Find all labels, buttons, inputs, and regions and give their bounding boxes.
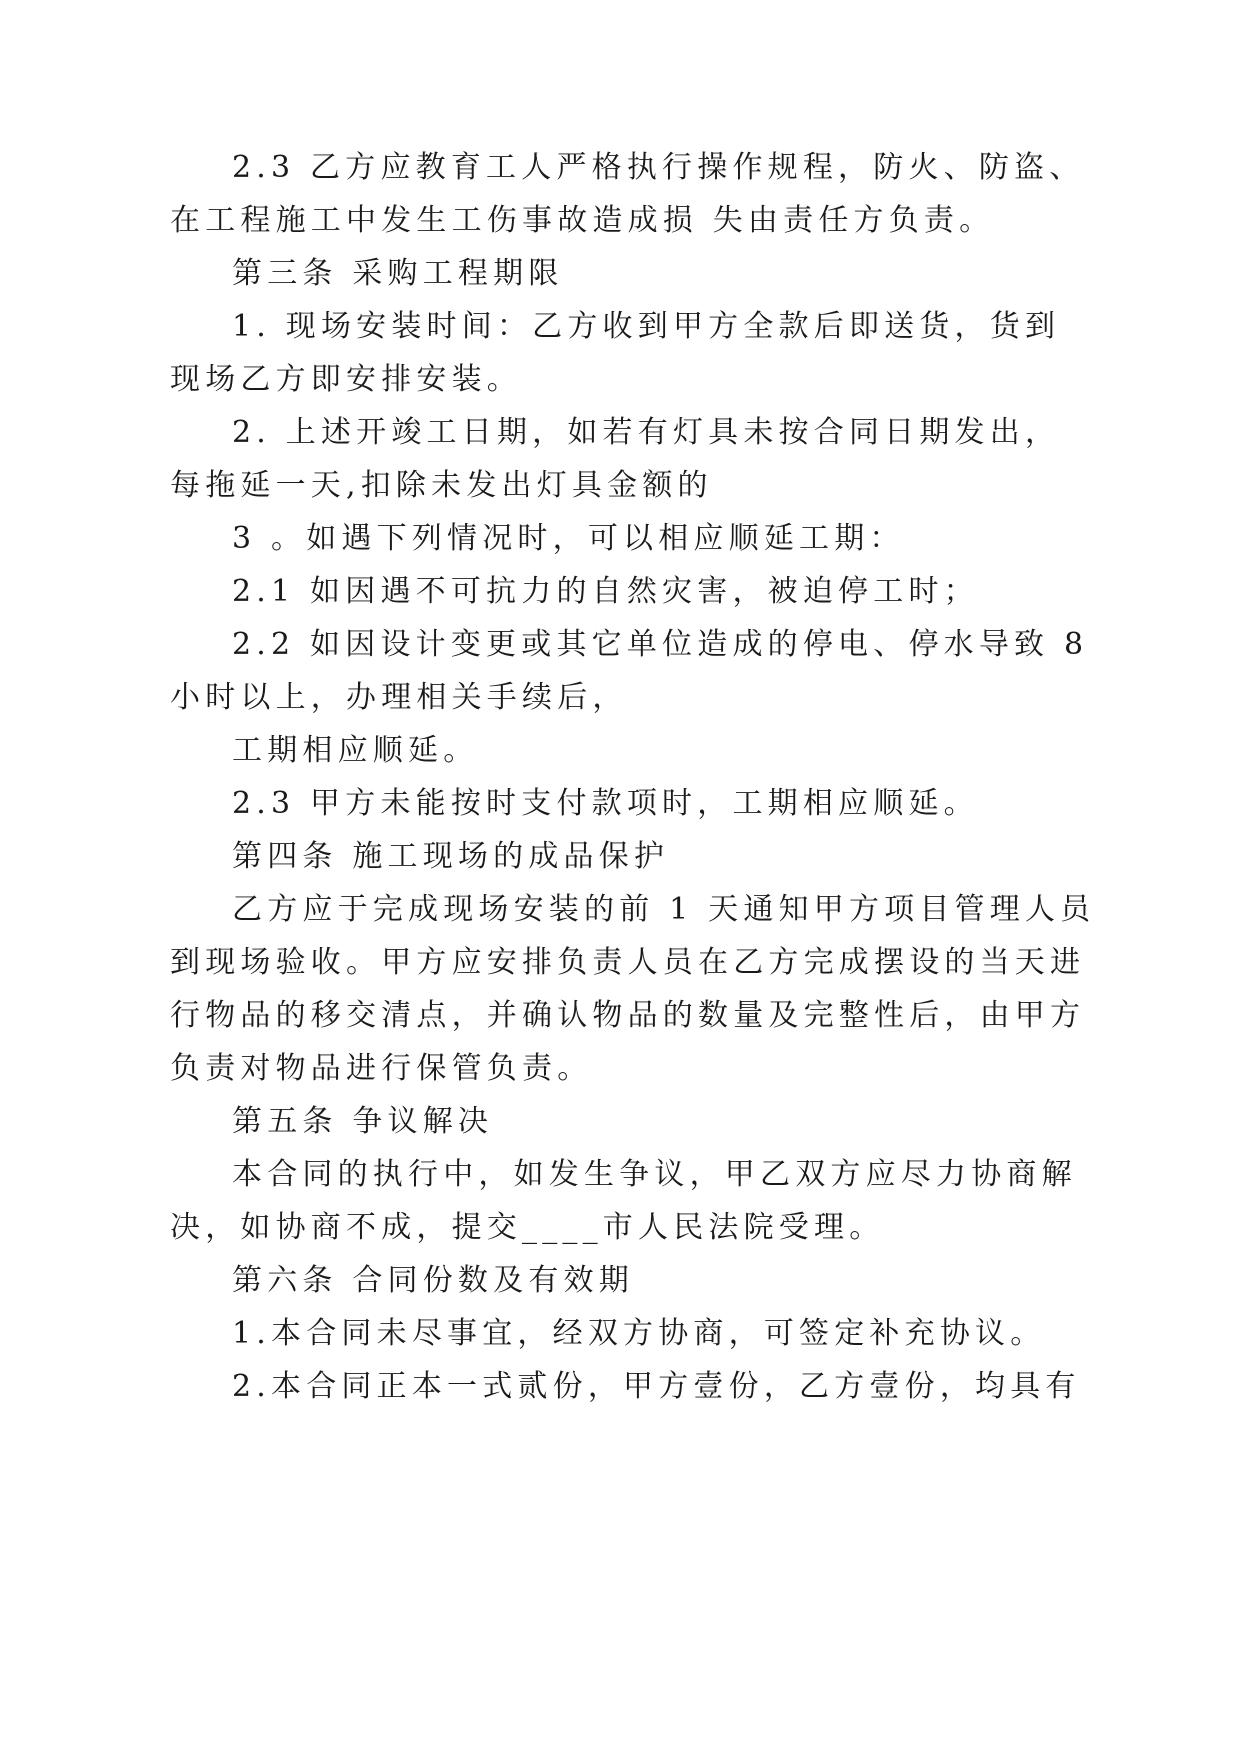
text-line: 到现场验收。甲方应安排负责人员在乙方完成摆设的当天进 [170, 945, 1086, 980]
text-line: 行物品的移交清点，并确认物品的数量及完整性后，由甲方 [170, 998, 1086, 1033]
section-heading: 第三条 采购工程期限 [232, 256, 564, 291]
text-line: 2.3 乙方应教育工人严格执行操作规程，防火、防盗、 [232, 150, 1085, 185]
text-line: 1. 现场安装时间：乙方收到甲方全款后即送货，货到 [232, 309, 1061, 344]
text-line: 负责对物品进行保管负责。 [170, 1051, 593, 1086]
section-heading: 第六条 合同份数及有效期 [232, 1263, 634, 1298]
text-line: 2.本合同正本一式贰份，甲方壹份，乙方壹份，均具有 [232, 1369, 1081, 1404]
section-heading: 第四条 施工现场的成品保护 [232, 839, 670, 874]
text-line: 3 。如遇下列情况时，可以相应顺延工期： [232, 521, 905, 556]
text-line: 2.3 甲方未能按时支付款项时，工期相应顺延。 [232, 786, 979, 821]
text-line: 工期相应顺延。 [232, 733, 479, 768]
text-line: 在工程施工中发生工伤事故造成损 失由责任方负责。 [170, 203, 995, 238]
text-line: 2. 上述开竣工日期，如若有灯具未按合同日期发出， [232, 415, 1061, 450]
section-heading: 第五条 争议解决 [232, 1104, 494, 1139]
text-line: 每拖延一天,扣除未发出灯具金额的 [170, 468, 713, 503]
text-line: 2.1 如因遇不可抗力的自然灾害，被迫停工时； [232, 574, 979, 609]
text-line: 乙方应于完成现场安装的前 1 天通知甲方项目管理人员 [232, 892, 1096, 927]
text-line: 决，如协商不成，提交____市人民法院受理。 [170, 1210, 885, 1245]
text-line: 本合同的执行中，如发生争议，甲乙双方应尽力协商解 [232, 1157, 1077, 1192]
text-line: 小时以上，办理相关手续后， [170, 680, 628, 715]
text-line: 1.本合同未尽事宜，经双方协商，可签定补充协议。 [232, 1316, 1046, 1351]
text-line: 2.2 如因设计变更或其它单位造成的停电、停水导致 8 [232, 627, 1089, 662]
text-line: 现场乙方即安排安装。 [170, 362, 522, 397]
